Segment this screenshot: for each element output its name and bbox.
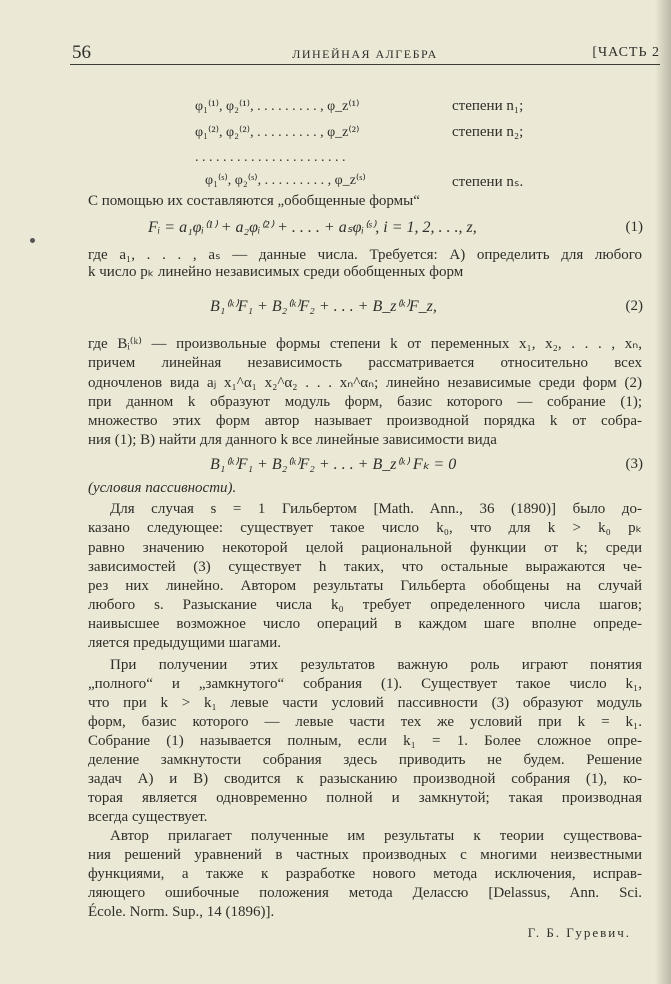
text-line: равно значению некоторой целой рациональной функции от k; среди [88, 540, 642, 556]
text-line: Автор прилагает полученные им результаты к теории существова- [110, 828, 642, 844]
equation-number: (2) [625, 298, 643, 314]
text-line: рез них линейно. Автором результаты Гильберта обобщены на случай [88, 578, 642, 594]
form-row: φ₁⁽ˢ⁾, φ₂⁽ˢ⁾, . . . . . . . . . , φ_z⁽ˢ⁾ [205, 173, 366, 188]
text-line: École. Norm. Sup., 14 (1896)]. [88, 904, 275, 920]
text-line: (условия пассивности). [88, 480, 237, 496]
equation-number: (1) [625, 219, 643, 235]
running-title: ЛИНЕЙНАЯ АЛГЕБРА [292, 47, 438, 61]
page-edge-shadow [655, 0, 671, 984]
text-line: где a₁, . . . , aₛ — данные числа. Требуется: A) определить для любого [88, 247, 642, 263]
text-line: ния (1); B) найти для данного k все линейные зависимости вида [88, 432, 497, 448]
degree-label: степени n₂; [452, 124, 524, 140]
text-line: С помощью их составляются „обобщенные формы“ [88, 193, 420, 209]
text-line: торая является одновременно полной и замкнутой; такая производная [88, 790, 642, 806]
equation: B₁⁽ᵏ⁾F₁ + B₂⁽ᵏ⁾F₂ + . . . + B_z⁽ᵏ⁾ Fₖ = 0 [210, 456, 457, 473]
text-line: k число pₖ линейно независимых среди обобщенных форм [88, 264, 464, 280]
text-line: ляющего ошибочные положения метода Делассю [Delassus, Ann. Sci. [88, 885, 642, 901]
text-line: любого s. Разыскание числа k₀ требует определенного числа шагов; [88, 597, 642, 613]
text-line: ляется предыдущими шагами. [88, 635, 282, 651]
equation: Fᵢ = a₁φᵢ⁽¹⁾ + a₂φᵢ⁽²⁾ + . . . . + aₛφᵢ⁽ˢ⁾, i = 1, 2, . . ., z, [148, 219, 477, 236]
text-line: всегда существует. [88, 809, 208, 825]
text-line: зависимостей (3) существует h таких, что остальные выражаются че- [88, 559, 642, 575]
page-number: 56 [72, 42, 91, 63]
text-line: задач A) и B) сводится к разысканию производной собрания (1), ко- [88, 771, 642, 787]
text-line: ния решений уравнений в частных производных с многими неизвестными [88, 847, 642, 863]
form-row: φ₁⁽¹⁾, φ₂⁽¹⁾, . . . . . . . . . , φ_z⁽¹⁾ [195, 99, 360, 114]
text-line: форм, базис которого — левые части тех же условий при k = k₁. [88, 714, 642, 730]
running-header [70, 44, 660, 65]
text-line: при данном k образуют модуль форм, базис которого — собрание (1); [88, 394, 642, 410]
form-row: φ₁⁽²⁾, φ₂⁽²⁾, . . . . . . . . . , φ_z⁽²⁾ [195, 125, 360, 140]
equation-number: (3) [625, 456, 643, 472]
text-line: казано следующее: существует такое число k₀, что для k > k₀ pₖ [88, 520, 642, 536]
text-line: „полного“ и „замкнутого“ собрания (1). Существует такое число k₁, [88, 676, 642, 692]
author-signature: Г. Б. Гуревич. [527, 925, 631, 940]
text-line: множество этих форм автор называет производной порядка k от собра- [88, 413, 642, 429]
text-line: функциями, а также к разработке нового метода исключения, исправ- [88, 866, 642, 882]
text-line: что при k > k₁ левые части условий пассивности (3) образуют модуль [88, 695, 642, 711]
text-line: При получении этих результатов важную роль играют понятия [110, 657, 642, 673]
part-label: [ЧАСТЬ 2 [592, 45, 660, 60]
margin-mark [30, 238, 35, 243]
text-line: причем линейная независимость рассматривается относительно всех [88, 355, 642, 371]
text-line: Собрание (1) называется полным, если k₁ = 1. Более сложное опре- [88, 733, 642, 749]
text-line: наивысшее возможное число операций в каждом шаге вполне опреде- [88, 616, 642, 632]
text-line: где Bᵢ⁽ᵏ⁾ — произвольные формы степени k от переменных x₁, x₂, . . . , xₙ, [88, 336, 642, 352]
text-line: одночленов вида aⱼ x₁^α₁ x₂^α₂ . . . xₙ^αₙ; линейно независимые среди форм (2) [88, 375, 642, 391]
equation: B₁⁽ᵏ⁾F₁ + B₂⁽ᵏ⁾F₂ + . . . + B_z⁽ᵏ⁾F_z, [210, 298, 437, 315]
text-line: Для случая s = 1 Гильбертом [Math. Ann., 36 (1890)] было до- [110, 501, 642, 517]
form-row: . . . . . . . . . . . . . . . . . . . . . . [195, 150, 346, 165]
degree-label: степени n₁; [452, 98, 524, 114]
text-line: деление замкнутости собрания здесь приводить не будем. Решение [88, 752, 642, 768]
degree-label: степени nₛ. [452, 174, 524, 190]
